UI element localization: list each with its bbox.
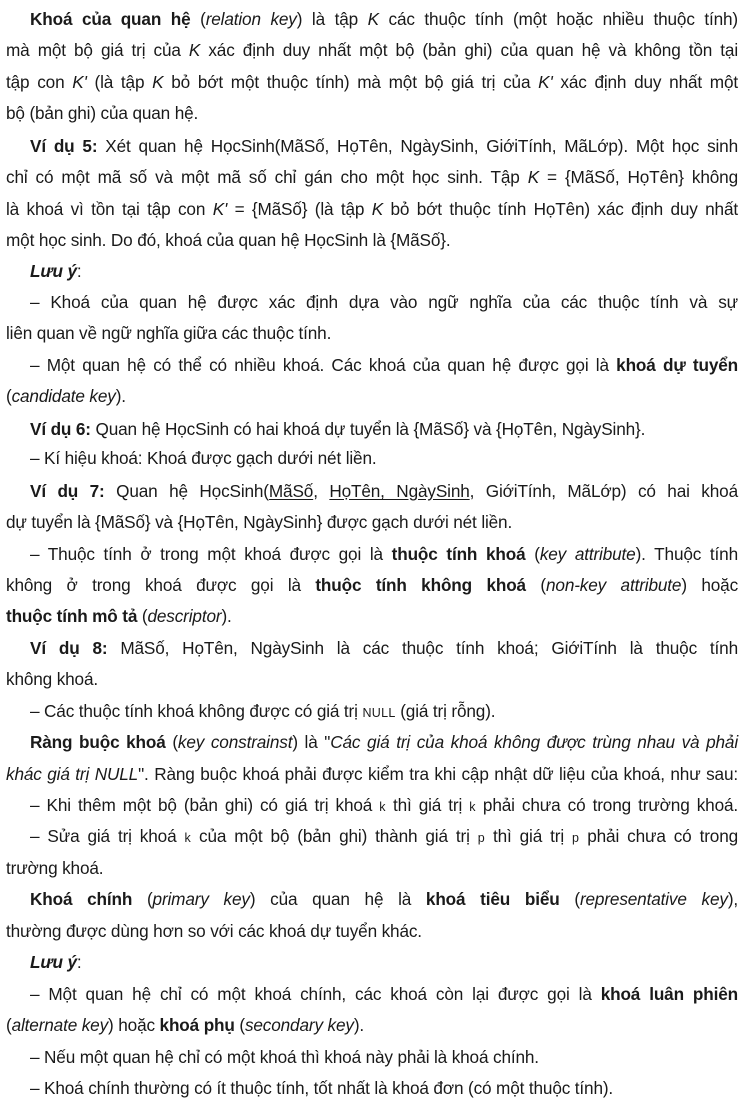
- text-segment: , GiớiTính, MãLớp) có hai khoá: [469, 481, 738, 501]
- text-segment: ).: [353, 1015, 365, 1035]
- bold-term: Ví dụ 8:: [30, 638, 108, 658]
- bold-term: Ràng buộc khoá: [30, 732, 166, 752]
- text-segment: ". Ràng buộc khoá phải được kiểm tra khi cập nhật dữ liệu của khoá, như sau:: [138, 764, 738, 784]
- text-segment: (: [525, 575, 546, 595]
- small-caps-term: p: [571, 831, 580, 845]
- text-segment: ,: [313, 481, 330, 501]
- text-line: [6, 163, 738, 191]
- text-segment: (: [234, 1015, 245, 1035]
- text-segment: – Kí hiệu khoá: Khoá được gạch dưới nét liền.: [30, 448, 377, 468]
- text-segment: thì giá trị: [385, 795, 470, 815]
- italic-term: K: [371, 199, 384, 219]
- italic-term: key attribute: [539, 544, 636, 564]
- text-segment: – Khoá của quan hệ được xác định dựa vào ngữ nghĩa của các thuộc tính và sự: [30, 292, 738, 312]
- text-segment: ) là ": [292, 732, 331, 752]
- text-line: [6, 508, 738, 536]
- text-segment: liên quan về ngữ nghĩa giữa các thuộc tính.: [6, 323, 332, 343]
- italic-term: representative key: [579, 889, 728, 909]
- note-heading: Lưu ý: [30, 261, 77, 281]
- text-segment: ).: [115, 386, 126, 406]
- italic-term: K': [538, 72, 553, 92]
- italic-term: alternate key: [11, 1015, 109, 1035]
- text-line: [6, 68, 738, 96]
- text-line: [6, 634, 738, 662]
- italic-term: K': [212, 199, 228, 219]
- text-line: [6, 36, 738, 64]
- italic-term: descriptor: [147, 606, 222, 626]
- bold-term: khoá phụ: [159, 1015, 235, 1035]
- text-line: [6, 351, 738, 379]
- text-line: [6, 226, 738, 254]
- text-line: [6, 791, 738, 819]
- bold-term: thuộc tính mô tả: [6, 606, 138, 626]
- text-line: [6, 728, 738, 756]
- italic-term: Các giá trị của khoá không được trùng nhau và phải: [330, 732, 738, 752]
- italic-term: candidate key: [11, 386, 116, 406]
- text-line: [6, 5, 738, 33]
- text-segment: (: [132, 889, 153, 909]
- text-segment: xác định duy nhất một bộ (bản ghi) của quan hệ và không tồn tại: [200, 40, 738, 60]
- text-line: [6, 540, 738, 568]
- text-line: [6, 99, 738, 127]
- text-segment: Quan hệ HọcSinh có hai khoá dự tuyển là {MãSố} và {HọTên, NgàySinh}.: [90, 419, 646, 439]
- text-line: [6, 602, 738, 630]
- text-line: [6, 885, 738, 913]
- text-segment: thường được dùng hơn so với các khoá dự tuyển khác.: [6, 921, 422, 941]
- text-line: [6, 697, 738, 725]
- italic-term: K: [527, 167, 540, 187]
- text-line: [6, 444, 738, 472]
- text-segment: không ở trong khoá được gọi là: [6, 575, 316, 595]
- text-line: [6, 917, 738, 945]
- text-line: [6, 257, 738, 285]
- small-caps-term: NULL: [362, 706, 396, 720]
- text-segment: – Khi thêm một bộ (bản ghi) có giá trị khoá: [30, 795, 380, 815]
- text-segment: ). Thuộc tính: [635, 544, 738, 564]
- text-segment: ).: [221, 606, 232, 626]
- text-segment: – Sửa giá trị khoá: [30, 826, 185, 846]
- small-caps-term: k: [379, 800, 386, 814]
- text-segment: mà một bộ giá trị của: [6, 40, 189, 60]
- text-segment: (là tập: [86, 72, 153, 92]
- text-line: [6, 760, 738, 788]
- underlined-key: MãSố: [268, 481, 314, 501]
- bold-term: Ví dụ 5:: [30, 136, 98, 156]
- bold-term: Khoá của quan hệ: [30, 9, 191, 29]
- text-line: [6, 822, 738, 850]
- text-segment: (: [190, 9, 206, 29]
- bold-term: khoá dự tuyển: [616, 355, 739, 375]
- italic-term: secondary key: [244, 1015, 354, 1035]
- text-segment: (: [525, 544, 540, 564]
- text-segment: = {MãSố} (là tập: [227, 199, 372, 219]
- italic-term: khác giá trị NULL: [6, 764, 139, 784]
- bold-term: thuộc tính không khoá: [315, 575, 526, 595]
- small-caps-term: k: [469, 800, 476, 814]
- text-line: [6, 382, 738, 410]
- note-heading: Lưu ý: [30, 952, 77, 972]
- text-segment: bỏ bớt thuộc tính HọTên) xác định duy nhất: [383, 199, 738, 219]
- text-segment: – Các thuộc tính khoá không được có giá trị: [30, 701, 363, 721]
- text-segment: ),: [727, 889, 739, 909]
- text-segment: – Một quan hệ có thể có nhiều khoá. Các khoá của quan hệ được gọi là: [30, 355, 617, 375]
- text-line: [6, 132, 738, 160]
- text-line: [6, 319, 738, 347]
- text-segment: bộ (bản ghi) của quan hệ.: [6, 103, 199, 123]
- text-segment: – Thuộc tính ở trong một khoá được gọi là: [30, 544, 392, 564]
- text-segment: trường khoá.: [6, 858, 104, 878]
- text-segment: không khoá.: [6, 669, 99, 689]
- text-line: [6, 665, 738, 693]
- text-segment: (: [6, 386, 12, 406]
- italic-term: key constrainst: [177, 732, 293, 752]
- bold-term: Ví dụ 6:: [30, 419, 91, 439]
- text-segment: tập con: [6, 72, 73, 92]
- text-line: [6, 1043, 738, 1071]
- text-line: [6, 854, 738, 882]
- text-segment: (: [6, 1015, 12, 1035]
- bold-term: thuộc tính khoá: [391, 544, 526, 564]
- text-segment: (: [559, 889, 580, 909]
- text-line: [6, 1011, 738, 1039]
- text-segment: – Một quan hệ chỉ có một khoá chính, các khoá còn lại được gọi là: [30, 984, 601, 1004]
- bold-term: khoá tiêu biểu: [425, 889, 560, 909]
- text-segment: MãSố, HọTên, NgàySinh là các thuộc tính khoá; GiớiTính là thuộc tính: [107, 638, 738, 658]
- italic-term: K': [72, 72, 87, 92]
- text-segment: :: [76, 952, 82, 972]
- text-line: [6, 1074, 738, 1102]
- bold-term: khoá luân phiên: [600, 984, 738, 1004]
- text-segment: là khoá vì tồn tại tập con: [6, 199, 213, 219]
- italic-term: relation key: [205, 9, 297, 29]
- text-segment: Xét quan hệ HọcSinh(MãSố, HọTên, NgàySinh, GiớiTính, MãLớp). Một học sinh: [97, 136, 738, 156]
- small-caps-term: k: [184, 831, 192, 845]
- text-segment: chỉ có một mã số và một mã số chỉ gán cho một học sinh. Tập: [6, 167, 528, 187]
- text-segment: :: [76, 261, 82, 281]
- text-line: [6, 195, 738, 223]
- text-line: [6, 477, 738, 505]
- text-line: [6, 415, 738, 443]
- italic-term: K: [152, 72, 164, 92]
- text-segment: (: [165, 732, 178, 752]
- text-segment: thì giá trị: [485, 826, 572, 846]
- text-segment: ) là tập: [296, 9, 368, 29]
- bold-term: Ví dụ 7:: [30, 481, 105, 501]
- text-segment: – Khoá chính thường có ít thuộc tính, tốt nhất là khoá đơn (có một thuộc tính).: [30, 1078, 614, 1098]
- small-caps-term: p: [477, 831, 485, 845]
- text-segment: bỏ bớt một thuộc tính) mà một bộ giá trị của: [163, 72, 539, 92]
- text-segment: (giá trị rỗng).: [395, 701, 496, 721]
- text-segment: phải chưa có trong: [579, 826, 739, 846]
- underlined-key: HọTên, NgàySinh: [329, 481, 470, 501]
- text-segment: xác định duy nhất một: [552, 72, 738, 92]
- text-segment: phải chưa có trong trường khoá.: [475, 795, 739, 815]
- bold-term: Khoá chính: [30, 889, 133, 909]
- text-segment: Quan hệ HọcSinh(: [104, 481, 269, 501]
- text-segment: của một bộ (bản ghi) thành giá trị: [191, 826, 478, 846]
- text-segment: (: [137, 606, 148, 626]
- italic-term: non-key attribute: [546, 575, 682, 595]
- italic-term: K: [367, 9, 379, 29]
- text-line: [6, 948, 738, 976]
- text-segment: ) hoặc: [681, 575, 739, 595]
- text-segment: các thuộc tính (một hoặc nhiều thuộc tính): [378, 9, 738, 29]
- text-segment: ) của quan hệ là: [249, 889, 426, 909]
- italic-term: primary key: [152, 889, 250, 909]
- text-segment: ) hoặc: [108, 1015, 160, 1035]
- text-segment: dự tuyển là {MãSố} và {HọTên, NgàySinh} được gạch dưới nét liền.: [6, 512, 513, 532]
- text-segment: = {MãSố, HọTên} không: [539, 167, 739, 187]
- text-segment: – Nếu một quan hệ chỉ có một khoá thì khoá này phải là khoá chính.: [30, 1047, 539, 1067]
- text-segment: một học sinh. Do đó, khoá của quan hệ HọcSinh là {MãSố}.: [6, 230, 451, 250]
- text-line: [6, 980, 738, 1008]
- italic-term: K: [188, 40, 201, 60]
- text-line: [6, 288, 738, 316]
- text-line: [6, 571, 738, 599]
